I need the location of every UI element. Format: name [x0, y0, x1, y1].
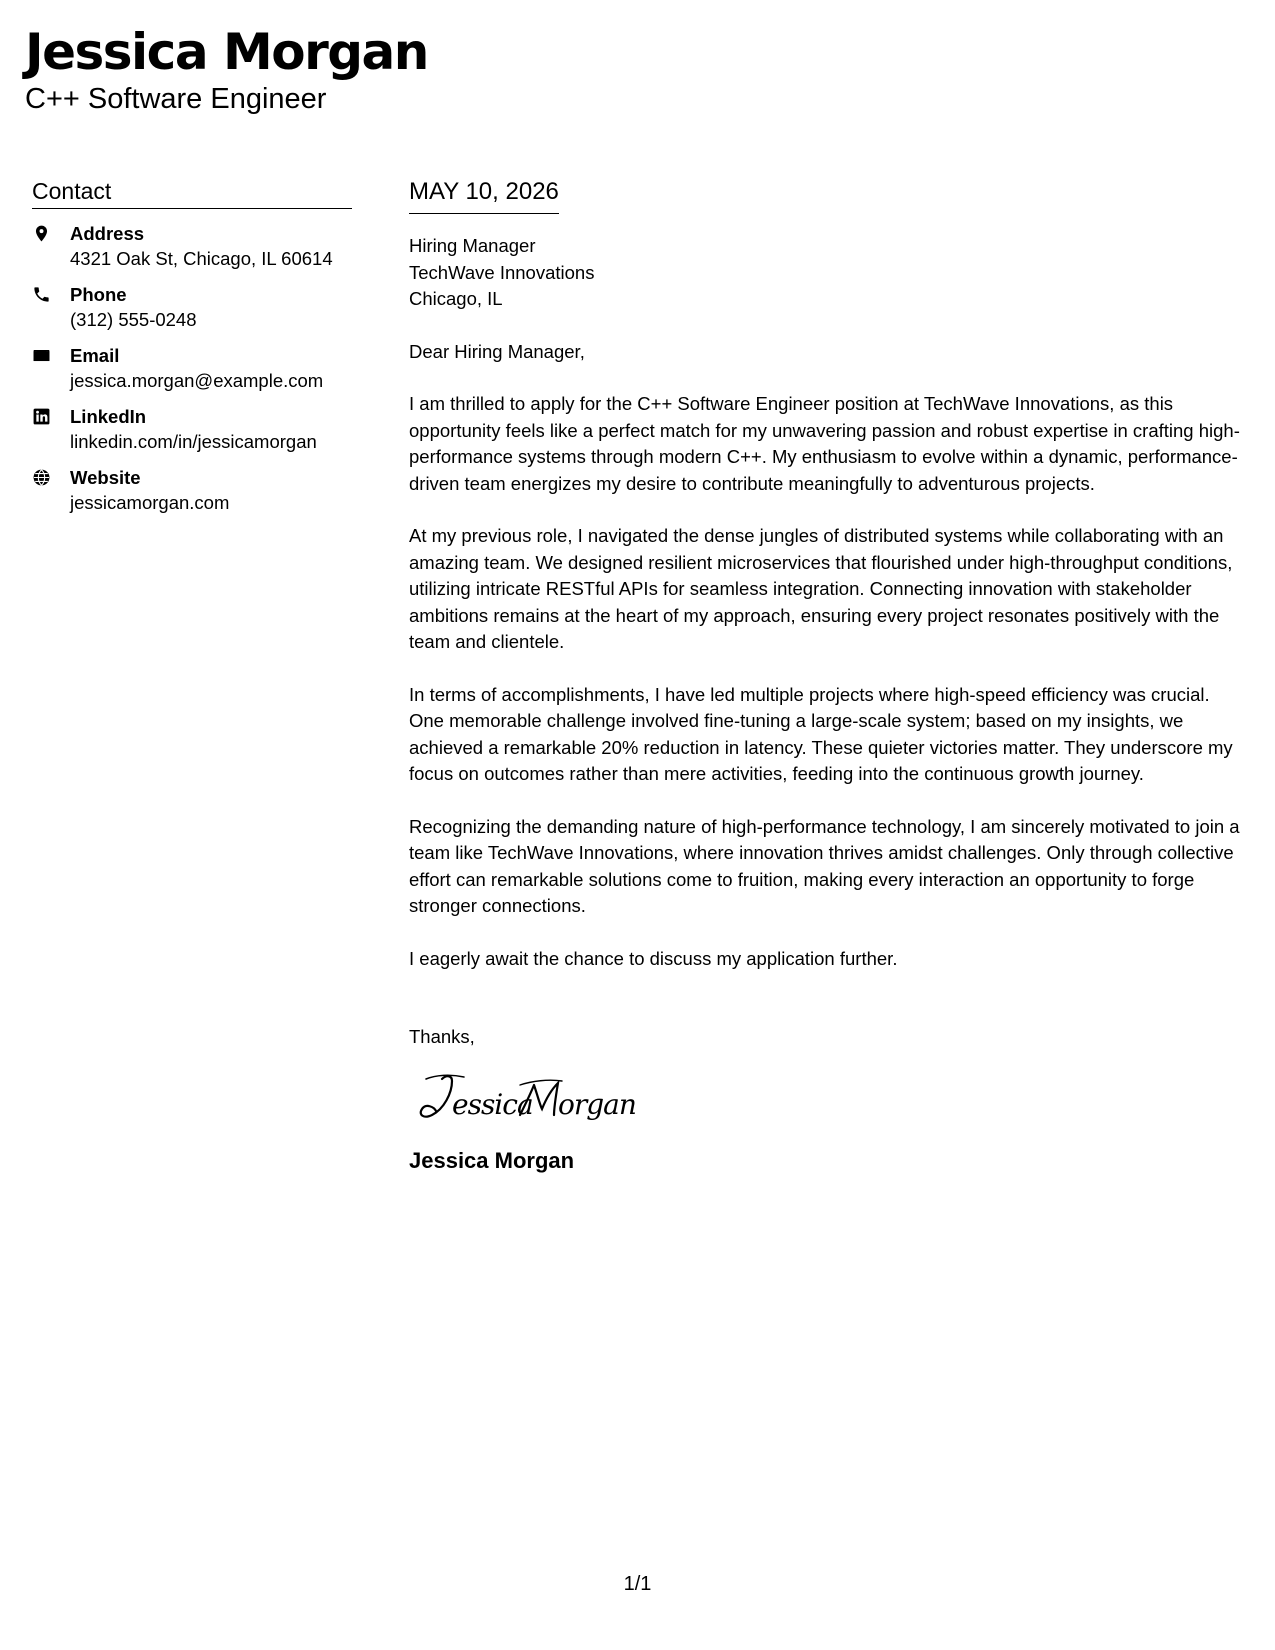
- recipient-company: TechWave Innovations: [409, 261, 595, 283]
- phone-value: (312) 555-0248: [70, 309, 197, 330]
- email-value[interactable]: jessica.morgan@example.com: [70, 370, 324, 391]
- svg-text:essica: essica: [452, 1087, 533, 1121]
- cover-letter-body: [409, 177, 1249, 1175]
- handwritten-signature: [412, 1069, 1249, 1133]
- letter-date: MAY 10, 2026: [409, 177, 559, 214]
- applicant-name: Jessica Morgan: [25, 23, 428, 81]
- contact-item-website: [32, 465, 352, 515]
- address-label: Address: [70, 223, 145, 244]
- resume-header: [25, 22, 428, 116]
- contact-heading: Contact: [32, 177, 352, 209]
- phone-icon: [32, 282, 70, 306]
- page-number: 1/1: [623, 1573, 652, 1595]
- svg-text:organ: organ: [558, 1087, 636, 1121]
- paragraph-experience: At my previous role, I navigated the dense jungles of distributed systems while collaborating with an amazing team. We designed resilient microservices that flourished under high-throughput conditions, utilizing intricate RESTful APIs for seamless integration. Connecting innovation with stakeholder ambitions remains at the heart of my approach, ensuring every project resonates positively with the team and clientele.: [409, 525, 1233, 652]
- website-label: Website: [70, 467, 141, 488]
- contact-item-linkedin: [32, 404, 352, 454]
- recipient-title: Hiring Manager: [409, 235, 536, 256]
- job-title: C++ Software Engineer: [25, 83, 327, 115]
- closing-line: I eagerly await the chance to discuss my application further.: [409, 947, 898, 969]
- website-value[interactable]: jessicamorgan.com: [70, 492, 230, 513]
- email-label: Email: [70, 345, 120, 366]
- envelope-icon: [32, 343, 70, 367]
- paragraph-accomplishments: In terms of accomplishments, I have led multiple projects where high-speed efficiency was crucial. One memorable challenge involved fine-tuning a large-scale system; based on my insights, we achieved a remarkable 20% reduction in latency. These quieter victories matter. They underscore my focus on outcomes rather than mere activities, feeding into the continuous growth journey.: [409, 683, 1233, 784]
- phone-label: Phone: [70, 284, 127, 305]
- greeting: Dear Hiring Manager,: [409, 340, 585, 362]
- contact-item-phone: [32, 282, 352, 332]
- recipient-block: [409, 233, 1249, 313]
- contact-item-address: [32, 221, 352, 271]
- contact-sidebar: [32, 177, 352, 526]
- map-pin-icon: [32, 221, 70, 245]
- globe-icon: [32, 465, 70, 489]
- contact-item-email: [32, 343, 352, 393]
- signed-name: Jessica Morgan: [409, 1147, 575, 1173]
- linkedin-label: LinkedIn: [70, 406, 147, 427]
- paragraph-motivation: Recognizing the demanding nature of high-performance technology, I am sincerely motivated to join a team like TechWave Innovations, where innovation thrives amidst challenges. Only through collective effort can remarkable solutions come to fruition, making every interaction an opportunity to forge stronger connections.: [409, 815, 1240, 916]
- address-value: 4321 Oak St, Chicago, IL 60614: [70, 248, 333, 269]
- signoff: Thanks,: [409, 1026, 475, 1047]
- paragraph-intro: I am thrilled to apply for the C++ Software Engineer position at TechWave Innovations, as this opportunity feels like a perfect match for my unwavering passion and robust expertise in crafting high-performance systems through modern C++. My enthusiasm to evolve within a dynamic, performance-driven team energizes my desire to contribute meaningfully to adventurous projects.: [409, 393, 1240, 494]
- linkedin-value[interactable]: linkedin.com/in/jessicamorgan: [70, 431, 317, 452]
- linkedin-icon: [32, 404, 70, 428]
- recipient-location: Chicago, IL: [409, 288, 503, 309]
